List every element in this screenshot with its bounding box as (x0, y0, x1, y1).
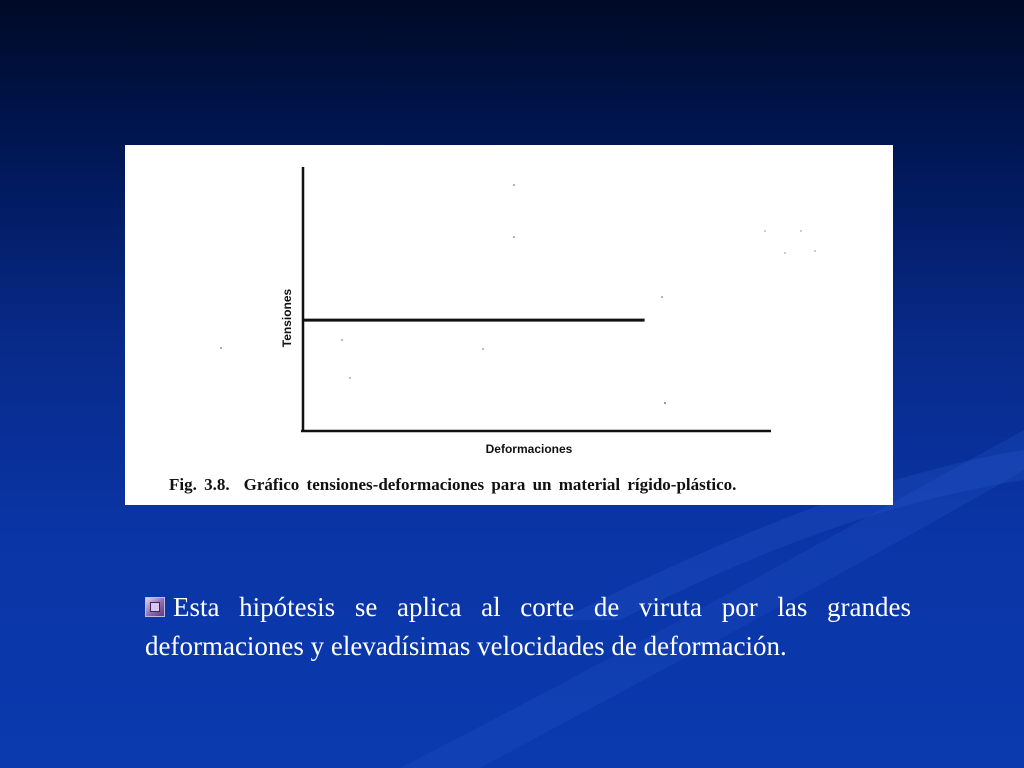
body-paragraph (145, 588, 911, 666)
body-text: Esta hipótesis se aplica al corte de viruta por las grandes deformaciones y elevadísimas velocidades de deformación. (145, 592, 911, 661)
scan-specks (220, 184, 815, 404)
figure-panel (125, 145, 893, 505)
square-bullet-icon (145, 597, 165, 617)
figure-caption-text: Gráfico tensiones-deformaciones para un material rígido-plástico. (243, 475, 737, 494)
stress-strain-chart (125, 145, 893, 505)
y-axis-label: Tensiones (280, 288, 294, 348)
figure-caption (169, 475, 869, 495)
figure-number: Fig. 3.8. (169, 475, 230, 494)
x-axis-label: Deformaciones (485, 442, 573, 456)
